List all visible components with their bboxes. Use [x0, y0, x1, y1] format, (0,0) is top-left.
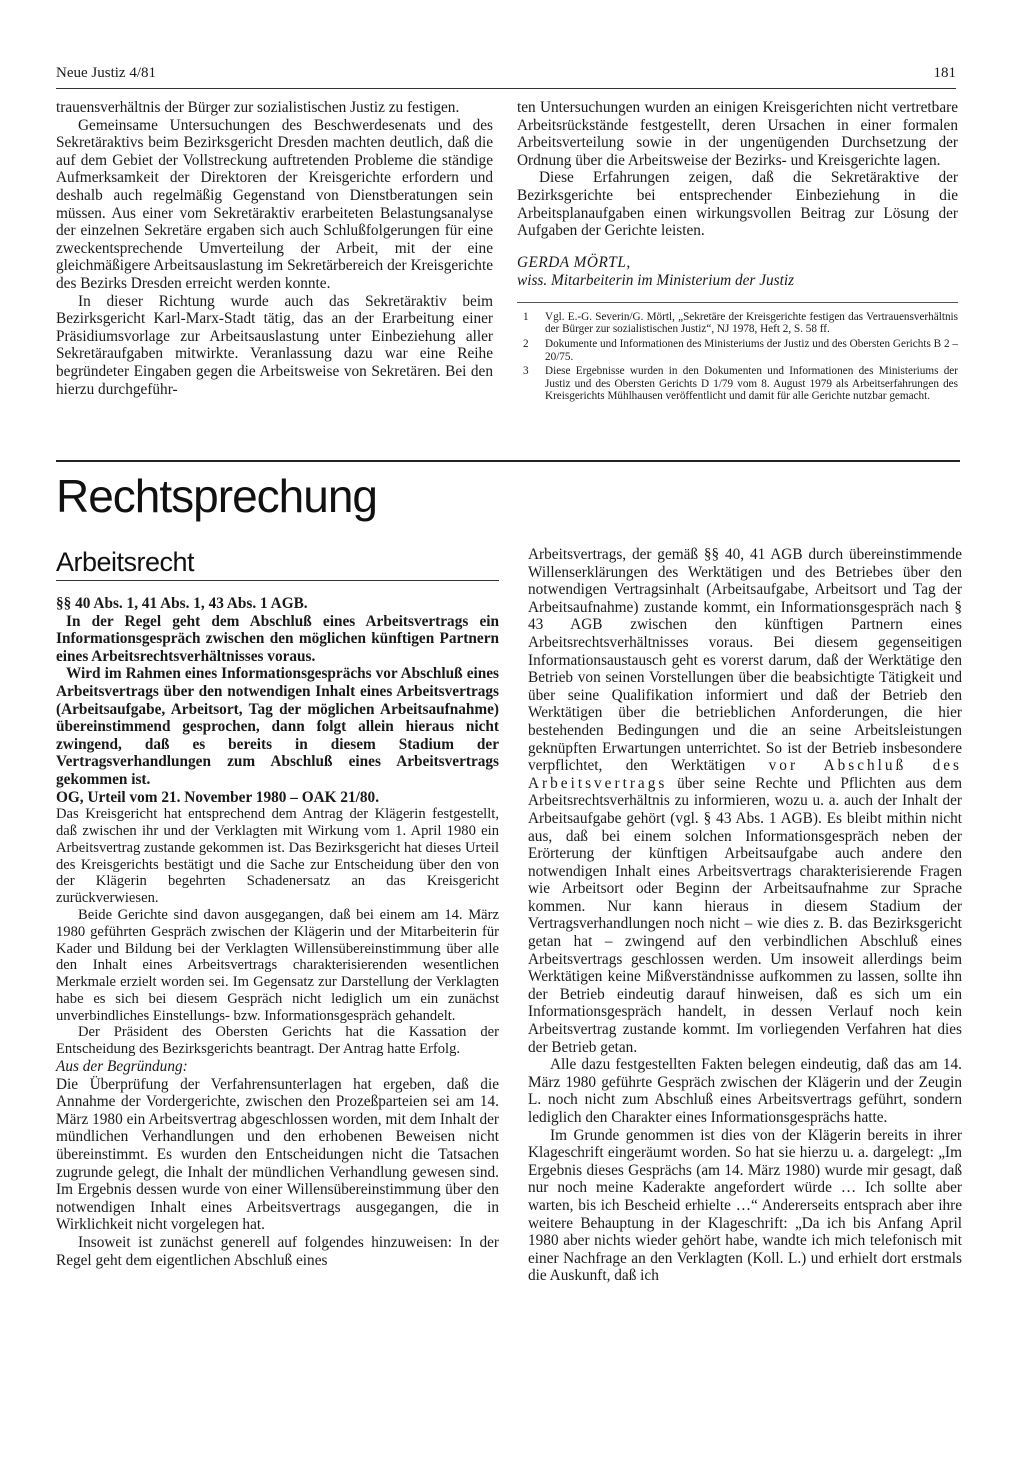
journal-issue: Neue Justiz 4/81 [56, 65, 156, 81]
decision-right-column [528, 546, 962, 1285]
footnotes [517, 311, 958, 403]
paragraph: Beide Gerichte sind davon ausgegangen, daß bei einem am 14. März 1980 geführten Gespräch zwischen der Klägerin und der Mitarbeiterin für Kader und Bildung bei der Verklagten Willensübereinstimmung über alle den Inhalt eines Arbeitsvertrags charakterisierenden wesentlichen Merkmale erzielt worden sei. Im Gegensatz zur Darstellung der Verklagten habe es sich bei diesem Gespräch nicht lediglich um ein zunächst unverbindliches Einstellungs- bzw. Informationsgespräch gehandelt. [56, 906, 499, 1024]
paragraph: ten Untersuchungen wurden an einigen Kreisgerichten nicht vertretbare Arbeitsrückstände festgestellt, deren Ursachen in einer formalen Arbeitsverteilung sowie in der ungenügenden Durchsetzung der Ordnung über die Arbeitsweise der Bezirks- und Kreisgerichte lagen. [517, 99, 958, 169]
subsection-title: Arbeitsrecht [56, 547, 195, 577]
spaced-emphasis: vor Abschluß des Arbeitsvertrags [528, 757, 962, 792]
paragraph: Im Grunde genommen ist dies von der Klägerin bereits in ihrer Klageschrift eingeräumt worden. So hat sie hierzu u. a. dargelegt: „Im Ergebnis dieses Gesprächs (am 14. März 1980) wurde mir gesagt, daß nur noch meine Kaderakte angefordert würde … Ich sollte aber warten, bis ich Bescheid erhielte …“ Andererseits entsprach aber ihre weitere Behauptung in der Klageschrift: „Da ich bis Anfang April 1980 aber nichts wieder gehört habe, wandte ich mich telefonisch mit einer Nachfrage an den Verklagten (Koll. L.) und erhielt dort erstmals die Auskunft, daß ich [528, 1126, 962, 1285]
header-rule [56, 88, 956, 89]
footnote-text: Diese Ergebnisse wurden in den Dokumenten und Informationen des Ministeriums der Justiz und des Obersten Gerichts D 1/79 vom 8. August 1979 als Arbeitserfahrungen des Kreisgerichts Mühlhausen veröffentlicht und damit für alle Gerichte nutzbar gemacht. [545, 365, 958, 403]
footnote-text: Vgl. E.-G. Severin/G. Mörtl, „Sekretäre der Kreisgerichte festigen das Vertrauensverhältnis der Bürger zur sozialistischen Justiz“, NJ 1978, Heft 2, S. 58 ff. [545, 310, 958, 336]
footnote-rule [517, 302, 958, 303]
footnote [517, 311, 958, 336]
paragraph: Insoweit ist zunächst generell auf folgendes hinzuweisen: In der Regel geht dem eigentlichen Abschluß eines [56, 1234, 499, 1269]
headnotes [56, 613, 499, 789]
paragraph-text: über seine Rechte und Pflichten aus dem Arbeitsrechtsverhältnis zu informieren, wozu u. a. auch der Inhalt der Arbeitsaufgabe gehört (vgl. § 43 Abs. 1 AGB). Es bleibt mithin nicht aus, daß bei einem solchen Informationsgespräch neben der Erörterung der künftigen Arbeitsaufgabe auch andere den notwendigen Inhalt eines Arbeitsvertrags charakterisierende Fragen wie Arbeitsort oder Beginn der Arbeitsaufnahme zur Sprache kommen. Nur kann hieraus in diesem Stadium der Vertragsverhandlungen noch nicht – wie dies z. B. das Bezirksgericht getan hat – zwingend auf den verbindlichen Abschluß eines Arbeitsvertrags geschlossen werden. Um insoweit allerdings beim Werktätigen keine Mißverständnisse aufkommen zu lassen, sollte ihn der Betrieb eindeutig darauf hinweisen, daß es sich um ein Informationsgespräch handelt, in dessen Verlauf noch kein Arbeitsvertrag zustande kommt. Im vorliegenden Verfahren hat dies der Betrieb getan. [528, 774, 962, 1056]
paragraph: Der Präsident des Obersten Gerichts hat die Kassation der Entscheidung des Bezirksgerichts beantragt. Der Antrag hatte Erfolg. [56, 1024, 499, 1058]
paragraph-text: Arbeitsvertrags, der gemäß §§ 40, 41 AGB durch übereinstimmende Willenserklärungen des Werktätigen und des Betriebes über den notwendigen Vertragsinhalt (Arbeitsaufgabe, Arbeitsort und Tag der Arbeitsaufnahme) zustande kommt, ein Informationsgespräch nach § 43 AGB zwischen den künftigen Partnern eines Arbeitsrechtsverhältnisses voraus. Bei diesem gegenseitigen Informationsaustausch geht es vorerst darum, daß der Werktätige den Betrieb von seinen Vorstellungen über die beabsichtigte Tätigkeit und über seine Qualifikation informiert und daß der Betrieb den Werktätigen über die betrieblichen Anforderungen, die hier bestehenden Bedingungen und die an seine Arbeitsleistungen geknüpften Erwartungen unterrichtet. So ist der Betrieb insbesondere verpflichtet, den Werktätigen [528, 546, 962, 775]
court-reference: OG, Urteil vom 21. November 1980 – OAK 21/80. [56, 788, 380, 806]
top-left-column [56, 99, 493, 398]
case-facts [56, 806, 499, 1058]
footnote-number: 1 [523, 310, 529, 323]
paragraph: trauensverhältnis der Bürger zur sozialistischen Justiz zu festigen. [56, 99, 460, 116]
footnote-text: Dokumente und Informationen des Ministeriums der Justiz und des Obersten Gerichts B 2 – 20/75. [545, 337, 958, 363]
paragraph: Die Überprüfung der Verfahrensunterlagen hat ergeben, daß die Annahme der Vordergerichte, zwischen den Prozeßparteien sei am 14. März 1980 ein Arbeitsvertrag abgeschlossen worden, mit dem Inhalt der mündlichen Verhandlungen und den erhobenen Beweisen nicht übereinstimmt. Es wurden den Entscheidungen nicht die Tatsachen zugrunde gelegt, die Inhalt der mündlichen Verhandlung gewesen sind. Im Ergebnis dessen wurde von einer Willensübereinstimmung über den notwendigen Inhalt eines Arbeitsvertrags ausgegangen, die in Wirklichkeit nicht vorgelegen hat. [56, 1075, 499, 1234]
paragraph: Alle dazu festgestellten Fakten belegen eindeutig, daß das am 14. März 1980 geführte Gespräch zwischen der Klägerin und der Zeugin L. noch nicht zum Abschluß eines Arbeitsvertrags geführt, sondern lediglich den Charakter eines Informationsgesprächs hatte. [528, 1056, 962, 1126]
subsection-rule [56, 580, 499, 581]
headnote: In der Regel geht dem Abschluß eines Arbeitsvertrags ein Informationsgespräch zwischen den möglichen künftigen Partnern eines Arbeitsrechtsverhältnisses voraus. [56, 612, 499, 665]
author-role: wiss. Mitarbeiterin im Ministerium der Justiz [517, 271, 795, 289]
author-signature [517, 254, 958, 290]
paragraph: In dieser Richtung wurde auch das Sekretäraktiv beim Bezirksgericht Karl-Marx-Stadt tätig, das an der Erarbeitung einer Präsidiumsvorlage zur Arbeitsauslastung unter Einbeziehung aller Sekretäraufgaben mitwirkte. Veranlassung dazu war eine Reihe begründeter Eingaben gegen die Arbeitsweise von Sekretären. Bei den hierzu durchgeführ- [56, 292, 493, 398]
paragraph: Das Kreisgericht hat entsprechend dem Antrag der Klägerin festgestellt, daß zwischen ihr und der Verklagten mit Wirkung vom 1. April 1980 ein Arbeitsvertrag zustande gekommen ist. Das Bezirksgericht hat dieses Urteil des Kreisgerichts bestätigt und die Sache zur Entscheidung über den von der Klägerin begehrten Schadenersatz an das Kreisgericht zurückverwiesen. [56, 806, 499, 907]
law-references: §§ 40 Abs. 1, 41 Abs. 1, 43 Abs. 1 AGB. [56, 595, 308, 612]
running-header [56, 62, 956, 84]
page-number: 181 [933, 65, 956, 81]
footnote-number: 2 [523, 337, 529, 350]
decision-left-column [56, 595, 499, 1269]
grounds-heading: Aus der Begründung: [56, 1058, 188, 1076]
footnote [517, 365, 958, 403]
top-right-column [517, 99, 958, 405]
footnote [517, 338, 958, 363]
paragraph: Diese Erfahrungen zeigen, daß die Sekretäraktive der Bezirksgerichte bei entsprechender Einbeziehung in die Arbeitsplanaufgaben einen wirkungsvollen Beitrag zur Lösung der Aufgaben der Gerichte leisten. [517, 169, 958, 240]
section-title: Rechtsprechung [56, 470, 377, 522]
author-name: GERDA MÖRTL, [517, 253, 631, 271]
section-rule [56, 460, 960, 462]
footnote-number: 3 [523, 365, 529, 378]
paragraph: Gemeinsame Untersuchungen des Beschwerdesenats und des Sekretäraktivs beim Bezirksgericht Dresden machten deutlich, daß die auf dem Gebiet der Vollstreckung auftretenden Probleme die ständige Aufmerksamkeit der Direktoren der Kreisgerichte erfordern und deshalb auch regelmäßig Gegenstand von Dienstberatungen sein müssen. Aus einer vom Sekretäraktiv erarbeiteten Belastungsanalyse der einzelnen Sekretäre ergaben sich auch Schlußfolgerungen für eine zweckentsprechende Umverteilung der Arbeit, mit der eine gleichmäßigere Arbeitsauslastung im Sekretärbereich der Kreisgerichte des Bezirks Dresden erreicht werden konnte. [56, 116, 493, 292]
headnote: Wird im Rahmen eines Informationsgesprächs vor Abschluß eines Arbeitsvertrags über den notwendigen Inhalt eines Arbeitsvertrags (Arbeitsaufgabe, Arbeitsort, Tag der möglichen Arbeitsaufnahme) übereinstimmend gesprochen, dann folgt allein hieraus nicht zwingend, daß es bereits in diesem Stadium der Vertragsverhandlungen zum Abschluß eines Arbeitsvertrags gekommen ist. [56, 665, 499, 788]
paragraph [528, 546, 962, 1056]
